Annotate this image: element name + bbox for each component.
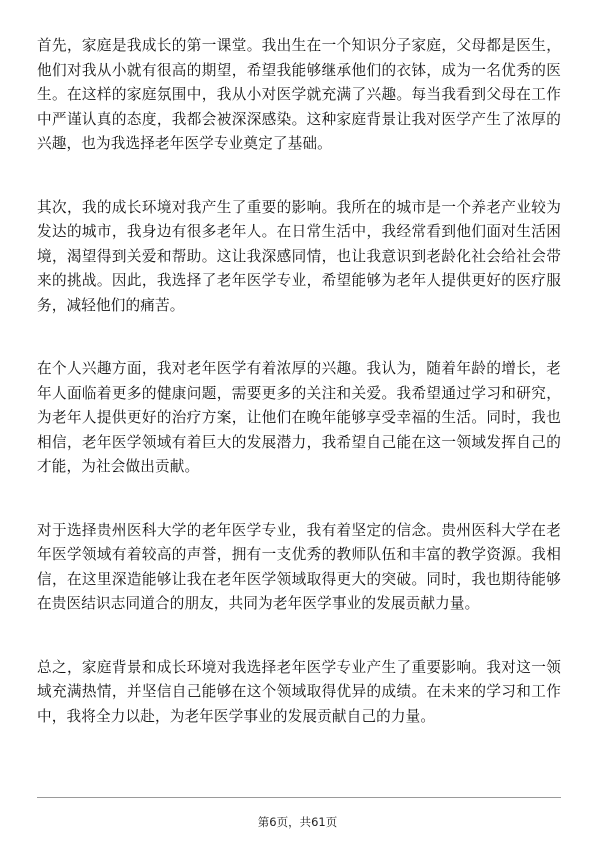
- footer-divider: [37, 797, 561, 798]
- paragraph-family-background: 首先，家庭是我成长的第一课堂。我出生在一个知识分子家庭，父母都是医生，他们对我从小就有很高的期望，希望我能够继承他们的衣钵，成为一名优秀的医生。在这样的家庭氛围中，我从小对医学就充满了兴趣。每当我看到父母在工作中严谨认真的态度，我都会被深深感染。这种家庭背景让我对医学产生了浓厚的兴趣，也为我选择老年医学专业奠定了基础。: [37, 37, 561, 152]
- paragraph-university-choice: 对于选择贵州医科大学的老年医学专业，我有着坚定的信念。贵州医科大学在老年医学领域有着较高的声誉，拥有一支优秀的教师队伍和丰富的教学资源。我相信，在这里深造能够让我在老年医学领域取得更大的突破。同时，我也期待能够在贵医结识志同道合的朋友，共同为老年医学事业的发展贡献力量。: [37, 521, 561, 612]
- paragraph-personal-interest: 在个人兴趣方面，我对老年医学有着浓厚的兴趣。我认为，随着年龄的增长，老年人面临着更多的健康问题，需要更多的关注和关爱。我希望通过学习和研究，为老年人提供更好的治疗方案，让他们在晚年能够享受幸福的生活。同时，我也相信，老年医学领域有着巨大的发展潜力，我希望自己能在这一领域发挥自己的才能，为社会做出贡献。: [37, 360, 561, 475]
- paragraph-conclusion: 总之，家庭背景和成长环境对我选择老年医学专业产生了重要影响。我对这一领域充满热情，并坚信自己能够在这个领域取得优异的成绩。在未来的学习和工作中，我将全力以赴，为老年医学事业的发展贡献自己的力量。: [37, 658, 561, 725]
- paragraph-growth-environment: 其次，我的成长环境对我产生了重要的影响。我所在的城市是一个养老产业较为发达的城市，我身边有很多老年人。在日常生活中，我经常看到他们面对生活困境，渴望得到关爱和帮助。这让我深感同情，也让我意识到老龄化社会给社会带来的挑战。因此，我选择了老年医学专业，希望能够为老年人提供更好的医疗服务，减轻他们的痛苦。: [37, 198, 561, 314]
- document-body: [37, 34, 561, 768]
- page-number: 第6页，共61页: [257, 815, 338, 829]
